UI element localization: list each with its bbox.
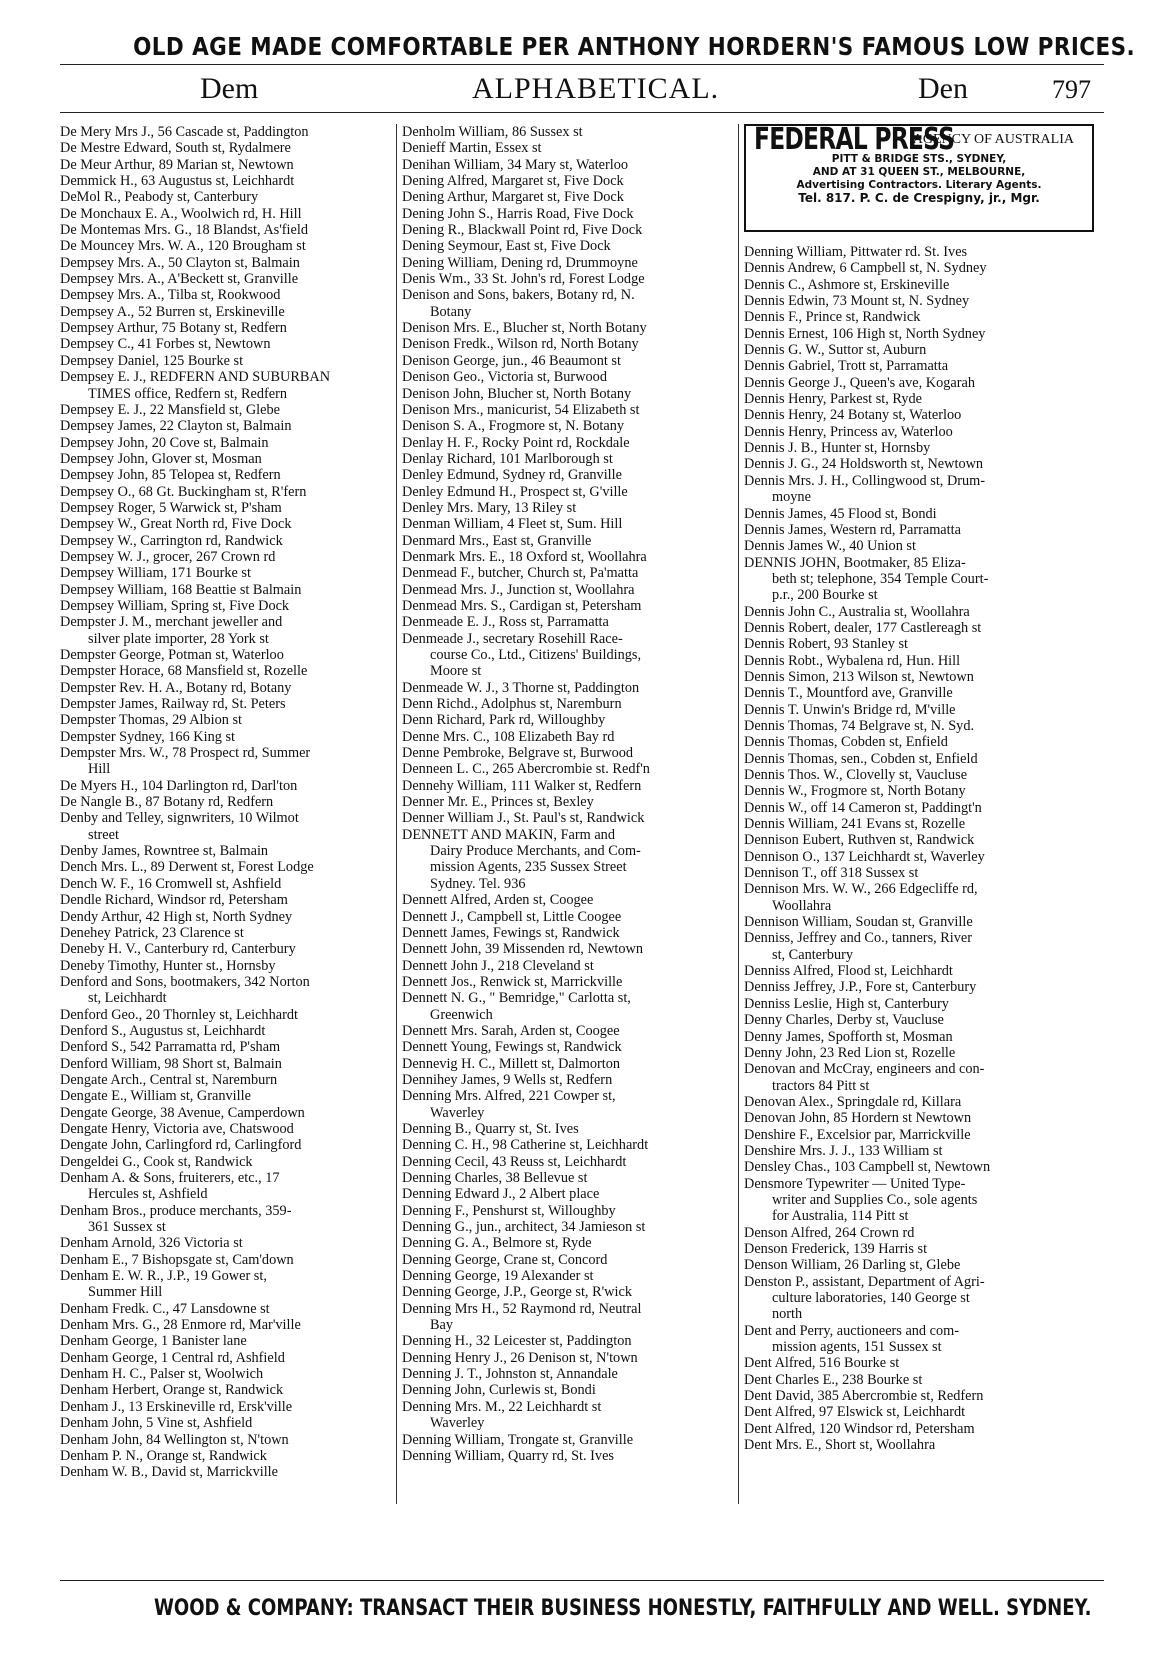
directory-entry: Dennis Edwin, 73 Mount st, N. Sydney <box>744 293 970 310</box>
directory-entry: Dempsey Mrs. A., A'Beckett st, Granville <box>60 271 299 288</box>
directory-entry: Denison and Sons, bakers, Botany rd, N. Botany <box>402 287 635 320</box>
directory-entry: Dempster Horace, 68 Mansfield st, Rozelle <box>60 663 308 680</box>
directory-entry: Denham J., 13 Erskineville rd, Ersk'ville <box>60 1398 293 1415</box>
directory-entry: Denning G., jun., architect, 34 Jamieson st <box>402 1219 646 1236</box>
ad-tagline: AGENCY OF AUSTRALIA <box>912 132 1074 147</box>
directory-entry: Dennis James W., 40 Union st <box>744 538 916 555</box>
directory-entry: Dennett Young, Fewings st, Randwick <box>402 1039 622 1056</box>
directory-entry: Deneby Timothy, Hunter st., Hornsby <box>60 957 276 974</box>
directory-entry: Denham George, 1 Central rd, Ashfield <box>60 1349 285 1366</box>
directory-entry: Denning William, Pittwater rd. St. Ives <box>744 244 968 260</box>
directory-entry: Dempster Thomas, 29 Albion st <box>60 712 243 729</box>
directory-entry: Dennison Eubert, Ruthven st, Randwick <box>744 832 975 849</box>
directory-entry: Denning G. A., Belmore st, Ryde <box>402 1235 592 1252</box>
directory-entry: Dennis Andrew, 6 Campbell st, N. Sydney <box>744 260 987 277</box>
ad-address-line: AND AT 31 QUEEN ST., MELBOURNE, <box>812 166 1026 179</box>
directory-entry: De Nangle B., 87 Botany rd, Redfern <box>60 794 274 811</box>
directory-entry: Denniss Alfred, Flood st, Leichhardt <box>744 963 953 980</box>
directory-entry: Dennett Jos., Renwick st, Marrickville <box>402 973 623 990</box>
ad-address-line: PITT & BRIDGE STS., SYDNEY, <box>831 153 1007 166</box>
directory-entry: Dench W. F., 16 Cromwell st, Ashfield <box>60 875 282 892</box>
directory-entry: Denson William, 26 Darling st, Glebe <box>744 1257 961 1274</box>
directory-entry: Denning Henry J., 26 Denison st, N'town <box>402 1349 638 1366</box>
directory-entry: Dendy Arthur, 42 High st, North Sydney <box>60 908 293 925</box>
directory-entry: Dempsey Mrs. A., 50 Clayton st, Balmain <box>60 254 300 271</box>
directory-entry: Dempster Sydney, 166 King st <box>60 728 235 745</box>
directory-entry: Denning William, Quarry rd, St. Ives <box>402 1447 614 1464</box>
directory-entry: Dennis Gabriel, Trott st, Parramatta <box>744 358 949 375</box>
directory-entry: De Meur Arthur, 89 Marian st, Newtown <box>60 156 294 173</box>
directory-entry: Denholm William, 86 Sussex st <box>402 124 583 140</box>
directory-entry: Denham Bros., produce merchants, 359- 361 Sussex st <box>60 1202 292 1236</box>
directory-entry: Densmore Typewriter — United Type- writer and Supplies Co., sole agents for Australia, 114 Pitt st <box>744 1175 978 1225</box>
directory-entry: Denford Geo., 20 Thornley st, Leichhardt <box>60 1006 298 1023</box>
directory-entry: Dennis Thomas, Cobden st, Enfield <box>744 734 948 751</box>
directory-entry: Dennis Robert, dealer, 177 Castlereagh st <box>744 619 982 636</box>
directory-entry: Dempsey A., 52 Burren st, Erskineville <box>60 303 285 320</box>
column-divider <box>396 124 397 1504</box>
directory-entry: Dennis Robt., Wybalena rd, Hun. Hill <box>744 652 961 669</box>
directory-entry: Dening R., Blackwall Point rd, Five Dock <box>402 222 643 239</box>
directory-entry: Dempsey C., 41 Forbes st, Newtown <box>60 336 271 353</box>
directory-entry: De Myers H., 104 Darlington rd, Darl'ton <box>60 777 298 794</box>
directory-entry: Dennis F., Prince st, Randwick <box>744 309 921 326</box>
directory-entry: Dennis William, 241 Evans st, Rozelle <box>744 816 966 833</box>
directory-entry: Dempsey James, 22 Clayton st, Balmain <box>60 418 292 435</box>
directory-entry: Dempster George, Potman st, Waterloo <box>60 647 284 663</box>
directory-entry: Dench Mrs. L., 89 Derwent st, Forest Lodge <box>60 859 314 876</box>
directory-entry: Demmick H., 63 Augustus st, Leichhardt <box>60 173 295 190</box>
directory-entry: Denham John, 5 Vine st, Ashfield <box>60 1415 253 1432</box>
directory-entry: Denning Mrs. M., 22 Leichhardt st Waverley <box>402 1398 602 1432</box>
directory-entry: Denning Mrs H., 52 Raymond rd, Neutral Bay <box>402 1300 642 1334</box>
directory-entry: Denson Alfred, 264 Crown rd <box>744 1224 915 1241</box>
directory-column-2 <box>402 124 732 1464</box>
directory-entry: Denford S., Augustus st, Leichhardt <box>60 1022 266 1039</box>
directory-entry: Dennis James, 45 Flood st, Bondi <box>744 505 937 522</box>
directory-entry: Denehey Patrick, 23 Clarence st <box>60 924 244 941</box>
directory-entry: Dempsey W. J., grocer, 267 Crown rd <box>60 548 276 565</box>
directory-entry: Dempsey John, 85 Telopea st, Redfern <box>60 467 281 484</box>
directory-entry: Denning Mrs. Alfred, 221 Cowper st, Waverley <box>402 1088 616 1121</box>
directory-entry: Dennis Thomas, 74 Belgrave st, N. Syd. <box>744 717 975 734</box>
directory-entry: Denlay H. F., Rocky Point rd, Rockdale <box>402 434 630 451</box>
directory-entry: Dempsey Arthur, 75 Botany st, Redfern <box>60 320 287 337</box>
directory-entry: Dent Alfred, 97 Elswick st, Leichhardt <box>744 1404 966 1421</box>
directory-entry: Dennett J., Campbell st, Little Coogee <box>402 908 622 925</box>
directory-entry: Denison Mrs., manicurist, 54 Elizabeth st <box>402 401 640 418</box>
federal-press-advertisement <box>744 124 1094 232</box>
directory-entry: Dening Arthur, Margaret st, Five Dock <box>402 189 624 206</box>
directory-entry: Denham E., 7 Bishopsgate st, Cam'down <box>60 1251 294 1268</box>
directory-entry: Dennett Alfred, Arden st, Coogee <box>402 892 594 909</box>
directory-entry: Denley Edmund, Sydney rd, Granville <box>402 467 622 484</box>
directory-entry: Denny Charles, Derby st, Vaucluse <box>744 1012 944 1029</box>
directory-entry: Denlay Richard, 101 Marlborough st <box>402 450 613 467</box>
directory-entry: Dempsey W., Great North rd, Five Dock <box>60 516 292 533</box>
directory-entry: Dennis W., off 14 Cameron st, Paddingt'n <box>744 799 982 816</box>
directory-entry: Denniss, Jeffrey and Co., tanners, River st, Canterbury <box>744 930 973 963</box>
directory-entry: Denn Richard, Park rd, Willoughby <box>402 712 606 729</box>
directory-column-3-entries <box>744 244 1094 1453</box>
directory-entry: Denison Fredk., Wilson rd, North Botany <box>402 336 639 353</box>
directory-entry: De Mouncey Mrs. W. A., 120 Brougham st <box>60 238 306 255</box>
directory-entry: Denning F., Penshurst st, Willoughby <box>402 1202 616 1219</box>
directory-entry: Denmard Mrs., East st, Granville <box>402 532 592 549</box>
directory-entry: De Monchaux E. A., Woolwich rd, H. Hill <box>60 205 302 222</box>
directory-column-3 <box>744 124 1094 1453</box>
directory-entry: Denham Arnold, 326 Victoria st <box>60 1235 243 1252</box>
directory-entry: Denshire F., Excelsior par, Marrickville <box>744 1126 971 1143</box>
directory-entry: Dennehy William, 111 Walker st, Redfern <box>402 777 642 794</box>
directory-entry: Denmead F., butcher, Church st, Pa'matta <box>402 565 639 582</box>
directory-entry: Deneby H. V., Canterbury rd, Canterbury <box>60 941 296 958</box>
directory-entry: Dennis Ernest, 106 High st, North Sydney <box>744 325 986 342</box>
directory-entry: Denning George, J.P., George st, R'wick <box>402 1284 632 1301</box>
directory-entry: Denison Mrs. E., Blucher st, North Botany <box>402 320 647 337</box>
top-rule <box>60 64 1104 65</box>
directory-entry: Denison S. A., Frogmore st, N. Botany <box>402 418 624 435</box>
directory-entry: Denne Pembroke, Belgrave st, Burwood <box>402 745 634 762</box>
directory-entry: Dent Alfred, 120 Windsor rd, Petersham <box>744 1420 975 1437</box>
directory-entry: Dennison Mrs. W. W., 266 Edgecliffe rd, Woollahra <box>744 881 978 914</box>
directory-entry: Dempsey John, 20 Cove st, Balmain <box>60 434 269 451</box>
directory-entry: Denovan John, 85 Hordern st Newtown <box>744 1110 972 1127</box>
directory-entry: Dennihey James, 9 Wells st, Redfern <box>402 1071 613 1088</box>
directory-entry: Dempsey John, Glover st, Mosman <box>60 450 262 467</box>
directory-entry: Dennett N. G., " Bemridge," Carlotta st, Greenwich <box>402 990 631 1023</box>
directory-entry: Denmeade W. J., 3 Thorne st, Paddington <box>402 679 640 696</box>
directory-entry: Denning Charles, 38 Bellevue st <box>402 1170 588 1186</box>
directory-entry: Denison Geo., Victoria st, Burwood <box>402 369 607 386</box>
directory-entry: Dennison William, Soudan st, Granville <box>744 914 973 931</box>
directory-entry: Denham Mrs. G., 28 Enmore rd, Mar'ville <box>60 1317 301 1334</box>
directory-entry: Denshire Mrs. J. J., 133 William st <box>744 1142 943 1159</box>
directory-entry: Denham W. B., David st, Marrickville <box>60 1464 278 1481</box>
directory-entry: Denmead Mrs. S., Cardigan st, Petersham <box>402 597 642 614</box>
column-divider <box>738 124 739 1504</box>
directory-entry: Dent Alfred, 516 Bourke st <box>744 1355 900 1372</box>
directory-entry: Denovan Alex., Springdale rd, Killara <box>744 1093 962 1110</box>
directory-entry: Denning J. T., Johnston st, Annandale <box>402 1366 618 1383</box>
directory-entry: Dennis Mrs. J. H., Collingwood st, Drum- moyne <box>744 472 986 506</box>
directory-entry: Denneen L. C., 265 Abercrombie st. Redf'n <box>402 761 650 778</box>
directory-entry: Dengeldei G., Cook st, Randwick <box>60 1153 253 1170</box>
directory-entry: DENNIS JOHN, Bootmaker, 85 Eliza- beth st; telephone, 354 Temple Court- p.r., 200 Bourke st <box>744 554 989 604</box>
directory-entry: Denning Edward J., 2 Albert place <box>402 1186 600 1203</box>
directory-entry: Denison George, jun., 46 Beaumont st <box>402 352 621 369</box>
directory-entry: Dening Seymour, East st, Five Dock <box>402 238 611 255</box>
directory-entry: Dennis Henry, 24 Botany st, Waterloo <box>744 407 962 424</box>
directory-entry: De Mestre Edward, South st, Rydalmere <box>60 140 291 157</box>
directory-entry: Denman William, 4 Fleet st, Sum. Hill <box>402 516 623 533</box>
directory-entry: Dennis J. B., Hunter st, Hornsby <box>744 440 931 457</box>
directory-entry: Denham A. & Sons, fruiterers, etc., 17 Hercules st, Ashfield <box>60 1170 280 1203</box>
directory-entry: Dennis J. G., 24 Holdsworth st, Newtown <box>744 456 984 473</box>
directory-column-1 <box>60 124 390 1481</box>
directory-entry: Dennis W., Frogmore st, North Botany <box>744 783 966 800</box>
directory-entry: Dempsey Roger, 5 Warwick st, P'sham <box>60 499 282 516</box>
directory-entry: Denham George, 1 Banister lane <box>60 1333 247 1350</box>
directory-entry: Denley Mrs. Mary, 13 Riley st <box>402 499 577 516</box>
directory-entry: Dent Mrs. E., Short st, Woollahra <box>744 1437 936 1454</box>
directory-entry: Dengate Arch., Central st, Naremburn <box>60 1071 278 1088</box>
directory-entry: Denison John, Blucher st, North Botany <box>402 385 632 402</box>
directory-entry: Dennison T., off 318 Sussex st <box>744 865 919 882</box>
directory-entry: Denham H. C., Palser st, Woolwich <box>60 1366 264 1383</box>
directory-entry: Denley Edmund H., Prospect st, G'ville <box>402 483 628 500</box>
directory-entry: Denovan and McCray, engineers and con- tractors 84 Pitt st <box>744 1061 985 1094</box>
directory-entry: Denby James, Rowntree st, Balmain <box>60 843 269 860</box>
directory-entry: Dempsey E. J., REDFERN AND SUBURBAN TIMES office, Redfern st, Redfern <box>60 369 331 402</box>
directory-entry: Denniss Jeffrey, J.P., Fore st, Canterbury <box>744 979 977 996</box>
directory-entry: Dennett John J., 218 Cleveland st <box>402 957 594 974</box>
header-left-guide-word: Dem <box>200 72 259 105</box>
directory-entry: Dennis Henry, Parkest st, Ryde <box>744 391 922 408</box>
page-number: 797 <box>1052 75 1091 104</box>
directory-entry: Dempster James, Railway rd, St. Peters <box>60 696 286 713</box>
directory-entry: Dempster Mrs. W., 78 Prospect rd, Summer Hill <box>60 745 311 778</box>
directory-entry: Denning Cecil, 43 Reuss st, Leichhardt <box>402 1153 627 1170</box>
directory-entry: Denham E. W. R., J.P., 19 Gower st, Summer Hill <box>60 1268 267 1301</box>
directory-entry: Denby and Telley, signwriters, 10 Wilmot street <box>60 810 299 843</box>
header-section-title: ALPHABETICAL. <box>472 72 720 105</box>
directory-entry: Dening John S., Harris Road, Five Dock <box>402 205 634 222</box>
directory-entry: Denner William J., St. Paul's st, Randwick <box>402 810 645 827</box>
directory-entry: Denn Richd., Adolphus st, Naremburn <box>402 696 622 713</box>
directory-entry: DeMol R., Peabody st, Canterbury <box>60 189 259 206</box>
directory-entry: Dempster J. M., merchant jeweller and silver plate importer, 28 York st <box>60 614 283 647</box>
directory-entry: Denning H., 32 Leicester st, Paddington <box>402 1333 632 1350</box>
directory-entry: Denmeade E. J., Ross st, Parramatta <box>402 614 609 631</box>
directory-columns <box>60 124 1104 1564</box>
bottom-rule <box>60 1580 1104 1581</box>
directory-entry: Dennis Robert, 93 Stanley st <box>744 636 909 653</box>
directory-entry: DENNETT AND MAKIN, Farm and Dairy Produce Merchants, and Com- mission Agents, 235 Sussex Street Sydney. Tel. 936 <box>402 826 641 892</box>
bottom-advertisement-banner: WOOD & COMPANY: TRANSACT THEIR BUSINESS HONESTLY, FAITHFULLY AND WELL. SYDNEY. <box>153 1596 1092 1621</box>
directory-entry: Denning George, 19 Alexander st <box>402 1268 594 1285</box>
directory-entry: Dennison O., 137 Leichhardt st, Waverley <box>744 848 985 865</box>
directory-entry: Denford William, 98 Short st, Balmain <box>60 1055 282 1072</box>
directory-entry: Denner Mr. E., Princes st, Bexley <box>402 794 594 811</box>
directory-entry: Denham John, 84 Wellington st, N'town <box>60 1431 289 1448</box>
directory-entry: Densley Chas., 103 Campbell st, Newtown <box>744 1159 991 1176</box>
directory-entry: Dendle Richard, Windsor rd, Petersham <box>60 892 288 909</box>
directory-entry: Dennis T. Unwin's Bridge rd, M'ville <box>744 701 956 718</box>
directory-entry: Dengate John, Carlingford rd, Carlingford <box>60 1137 302 1154</box>
directory-entry: Dempsey W., Carrington rd, Randwick <box>60 532 283 549</box>
directory-entry: Denny John, 23 Red Lion st, Rozelle <box>744 1044 956 1061</box>
directory-entry: Dennis James, Western rd, Parramatta <box>744 521 961 538</box>
directory-entry: Dennis Simon, 213 Wilson st, Newtown <box>744 668 974 685</box>
directory-entry: Dempsey Daniel, 125 Bourke st <box>60 352 244 369</box>
directory-entry: Denniss Leslie, High st, Canterbury <box>744 995 949 1012</box>
directory-entry: Denmeade J., secretary Rosehill Race- course Co., Ltd., Citizens' Buildings, Moore st <box>402 630 642 680</box>
directory-entry: Denny James, Spofforth st, Mosman <box>744 1028 953 1045</box>
directory-entry: De Mery Mrs J., 56 Cascade st, Paddington <box>60 124 309 140</box>
directory-entry: Dent Charles E., 238 Bourke st <box>744 1371 923 1388</box>
directory-entry: Denham Fredk. C., 47 Lansdowne st <box>60 1300 270 1317</box>
directory-entry: Dennevig H. C., Millett st, Dalmorton <box>402 1055 621 1072</box>
directory-entry: Dennis John C., Australia st, Woollahra <box>744 603 970 620</box>
directory-entry: Denston P., assistant, Department of Agri- culture laboratories, 140 George st north <box>744 1273 985 1323</box>
ad-contact-line: Tel. 817. P. C. de Crespigny, jr., Mgr. <box>798 191 1040 206</box>
directory-entry: Denmead Mrs. J., Junction st, Woollahra <box>402 581 635 598</box>
directory-entry: Denford S., 542 Parramatta rd, P'sham <box>60 1039 281 1056</box>
directory-entry: Dempsey William, 168 Beattie st Balmain <box>60 581 302 598</box>
directory-entry: Dennis Thos. W., Clovelly st, Vaucluse <box>744 767 968 783</box>
directory-entry: Dening William, Dening rd, Drummoyne <box>402 254 638 271</box>
directory-entry: Dennis Henry, Princess av, Waterloo <box>744 423 953 440</box>
directory-entry: Denis Wm., 33 St. John's rd, Forest Lodge <box>402 271 645 288</box>
directory-entry: Dempster Rev. H. A., Botany rd, Botany <box>60 679 292 696</box>
directory-entry: Dennis George J., Queen's ave, Kogarah <box>744 374 975 391</box>
directory-entry: Denihan William, 34 Mary st, Waterloo <box>402 156 629 173</box>
directory-entry: Dengate George, 38 Avenue, Camperdown <box>60 1104 305 1121</box>
top-advertisement-banner: OLD AGE MADE COMFORTABLE PER ANTHONY HORDERN'S FAMOUS LOW PRICES. <box>133 32 1136 61</box>
directory-entry: Dennis G. W., Suttor st, Auburn <box>744 342 927 359</box>
directory-entry: Dent David, 385 Abercrombie st, Redfern <box>744 1388 984 1405</box>
ad-services-line: Advertising Contractors. Literary Agents. <box>796 179 1042 192</box>
directory-entry: Dennett John, 39 Missenden rd, Newtown <box>402 941 644 958</box>
directory-entry: Dempsey Mrs. A., Tilba st, Rookwood <box>60 287 281 304</box>
header-right-guide-word: Den <box>918 72 968 105</box>
directory-entry: Dening Alfred, Margaret st, Five Dock <box>402 173 624 190</box>
directory-entry: Denson Frederick, 139 Harris st <box>744 1240 928 1257</box>
directory-entry: Dempsey O., 68 Gt. Buckingham st, R'fern <box>60 483 307 500</box>
directory-entry: Dengate E., William st, Granville <box>60 1088 251 1105</box>
header-rule <box>60 112 1104 113</box>
directory-entry: Dennis T., Mountford ave, Granville <box>744 685 953 702</box>
directory-entry: Denne Mrs. C., 108 Elizabeth Bay rd <box>402 728 615 745</box>
directory-entry: Denning C. H., 98 Catherine st, Leichhardt <box>402 1137 649 1154</box>
directory-entry: Dempsey William, 171 Bourke st <box>60 565 251 582</box>
directory-entry: Dempsey E. J., 22 Mansfield st, Glebe <box>60 401 280 418</box>
directory-entry: Dennett James, Fewings st, Randwick <box>402 924 620 941</box>
directory-entry: De Montemas Mrs. G., 18 Blandst, As'field <box>60 222 308 239</box>
directory-entry: Denning George, Crane st, Concord <box>402 1251 608 1268</box>
directory-entry: Dennis Thomas, sen., Cobden st, Enfield <box>744 750 978 767</box>
directory-entry: Denham P. N., Orange st, Randwick <box>60 1447 267 1464</box>
directory-entry: Denning William, Trongate st, Granville <box>402 1431 634 1448</box>
directory-entry: Dennett Mrs. Sarah, Arden st, Coogee <box>402 1022 620 1039</box>
directory-entry: Denning B., Quarry st, St. Ives <box>402 1120 579 1137</box>
directory-entry: Denmark Mrs. E., 18 Oxford st, Woollahra <box>402 548 647 565</box>
directory-entry: Dennis C., Ashmore st, Erskineville <box>744 276 950 293</box>
directory-entry: Denning John, Curlewis st, Bondi <box>402 1382 596 1399</box>
directory-entry: Denford and Sons, bootmakers, 342 Norton st, Leichhardt <box>60 973 310 1007</box>
directory-entry: Dempsey William, Spring st, Five Dock <box>60 597 290 614</box>
directory-entry: Dengate Henry, Victoria ave, Chatswood <box>60 1120 294 1137</box>
ad-company-name: FEDERAL PRESS <box>754 122 955 157</box>
directory-entry: Dent and Perry, auctioneers and com- mission agents, 151 Sussex st <box>744 1322 960 1356</box>
directory-entry: Denham Herbert, Orange st, Randwick <box>60 1382 284 1399</box>
directory-entry: Denieff Martin, Essex st <box>402 140 542 157</box>
